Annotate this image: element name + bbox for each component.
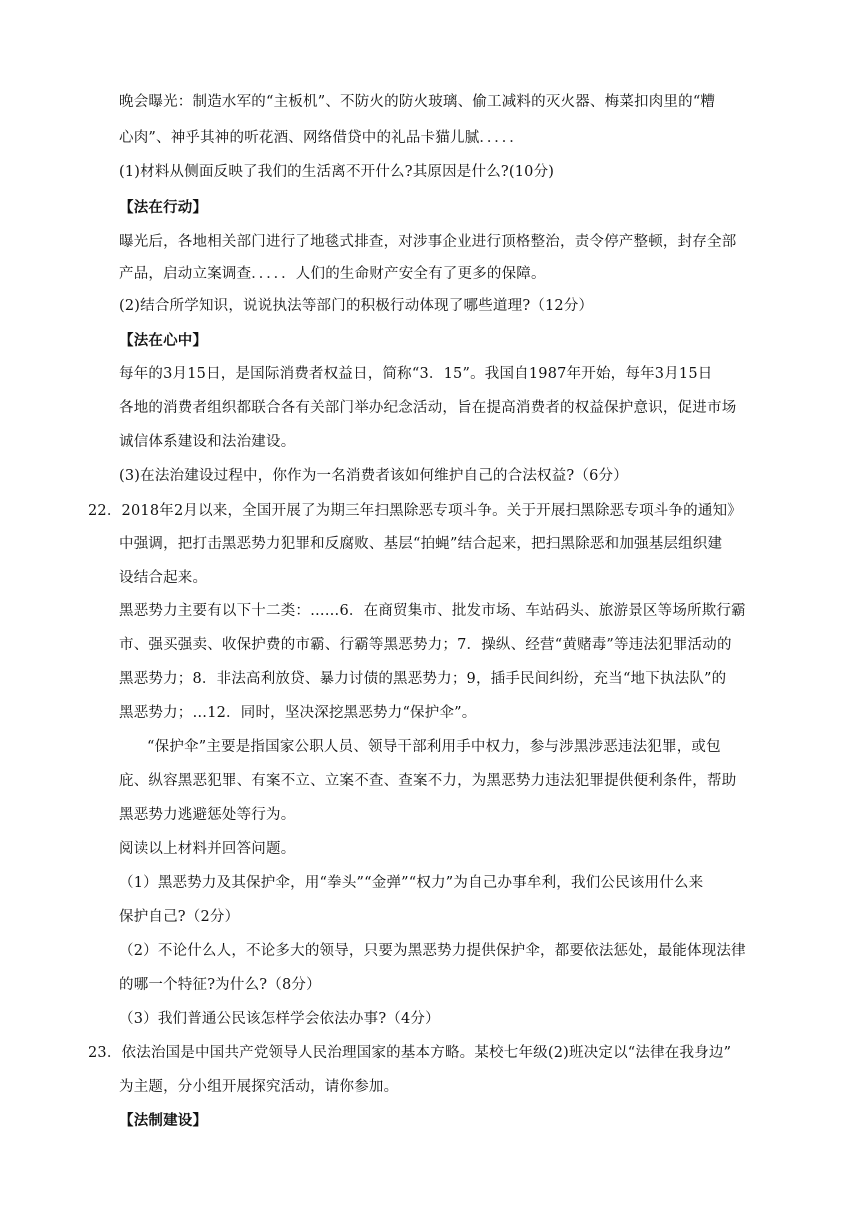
question-23-line: 23．依法治国是中国共产党领导人民治理国家的基本方略。某校七年级(2)班决定以“法律在我身边” bbox=[88, 1045, 732, 1061]
question-line: (2)结合所学知识，说说执法等部门的积极行动体现了哪些道理?（12分） bbox=[119, 298, 594, 314]
text-line: 心肉”、神乎其神的听花酒、网络借贷中的礼品卡猫儿腻．．．．． bbox=[119, 130, 524, 146]
question-22-line: 22．2018年2月以来，全国开展了为期三年扫黑除恶专项斗争。关于开展扫黑除恶专项斗争的通知》 bbox=[88, 503, 742, 519]
question-line: (1)材料从侧面反映了我们的生活离不开什么?其原因是什么?(10分) bbox=[119, 164, 555, 180]
text-line: 市、强买强卖、收保护费的市霸、行霸等黑恶势力；7．操纵、经营“黄赌毒”等违法犯罪活动的 bbox=[119, 637, 732, 653]
question-line: （1）黑恶势力及其保护伞，用“拳头”“金弹”“权力”为自己办事牟利，我们公民该用什么来 bbox=[119, 875, 704, 891]
text-line: 产品，启动立案调查．．．．．人们的生命财产安全有了更多的保障。 bbox=[119, 266, 546, 282]
text-line: 黑恶势力；8．非法高利放贷、暴力讨债的黑恶势力；9，插手民间纠纷，充当“地下执法队”的 bbox=[119, 671, 727, 687]
question-line: 的哪一个特征?为什么?（8分） bbox=[119, 977, 321, 993]
text-line: 阅读以上材料并回答问题。 bbox=[119, 841, 296, 857]
text-line: 晚会曝光：制造水军的“主板机”、不防火的防火玻璃、偷工减料的灭火器、梅菜扣肉里的“糟 bbox=[119, 94, 716, 110]
section-heading: 【法制建设】 bbox=[119, 1112, 208, 1129]
question-line: （3）我们普通公民该怎样学会依法办事?（4分） bbox=[119, 1011, 440, 1027]
text-line: 诚信体系建设和法治建设。 bbox=[119, 434, 296, 450]
text-line: 为主题，分小组开展探究活动，请你参加。 bbox=[119, 1079, 399, 1095]
text-line: 每年的3月15日，是国际消费者权益日，简称“3．15”。我国自1987年开始，每年3月15日 bbox=[119, 366, 713, 382]
text-line: 庇、纵容黑恶犯罪、有案不立、立案不查、查案不力，为黑恶势力违法犯罪提供便利条件，帮助 bbox=[119, 773, 737, 789]
text-line: 中强调，把打击黑恶势力犯罪和反腐败、基层“拍蝇”结合起来，把扫黑除恶和加强基层组织建 bbox=[119, 536, 723, 552]
text-line: 黑恶势力；…12．同时，坚决深挖黑恶势力“保护伞”。 bbox=[119, 705, 477, 721]
text-line: 黑恶势力主要有以下十二类：……6．在商贸集市、批发市场、车站码头、旅游景区等场所欺行霸 bbox=[119, 603, 746, 619]
text-line: 黑恶势力逃避惩处等行为。 bbox=[119, 807, 296, 823]
question-line: 保护自己?（2分） bbox=[119, 909, 240, 925]
question-line: （2）不论什么人，不论多大的领导，只要为黑恶势力提供保护伞，都要依法惩处，最能体现法律 bbox=[119, 943, 746, 959]
section-heading: 【法在行动】 bbox=[119, 199, 208, 216]
question-line: (3)在法治建设过程中，你作为一名消费者该如何维护自己的合法权益?（6分） bbox=[119, 468, 628, 484]
text-line: 曝光后，各地相关部门进行了地毯式排查，对涉事企业进行顶格整治，责令停产整顿，封存全部 bbox=[119, 234, 737, 250]
text-line: “保护伞”主要是指国家公职人员、领导干部利用手中权力，参与涉黑涉恶违法犯罪，或包 bbox=[147, 739, 721, 755]
text-line: 各地的消费者组织都联合各有关部门举办纪念活动，旨在提高消费者的权益保护意识，促进市场 bbox=[119, 400, 737, 416]
section-heading: 【法在心中】 bbox=[119, 332, 208, 349]
text-line: 设结合起来。 bbox=[119, 570, 208, 586]
